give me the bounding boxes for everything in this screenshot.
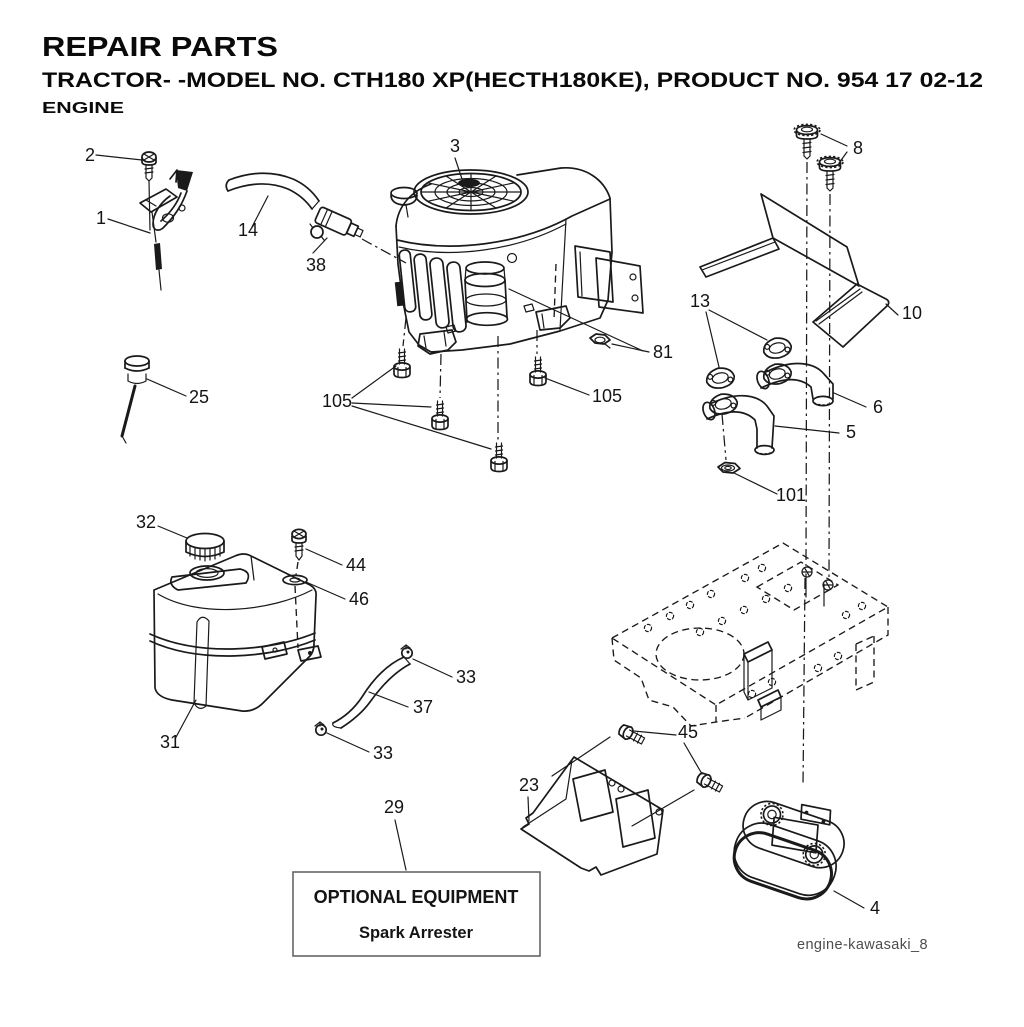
header xyxy=(42,31,983,117)
callout-2: 2 xyxy=(84,145,96,165)
dipstick-illustration xyxy=(122,356,149,443)
callout-1: 1 xyxy=(95,208,107,228)
callout-105-right: 105 xyxy=(591,386,623,406)
callout-33-upper: 33 xyxy=(455,667,477,687)
callout-23: 23 xyxy=(518,775,540,795)
nut-101-illustration xyxy=(718,414,740,473)
callout-25: 25 xyxy=(188,387,210,407)
fuel-tank-illustration xyxy=(150,534,321,712)
diagram-filename-note: engine-kawasaki_8 xyxy=(797,937,928,953)
exhaust-gaskets-illustration xyxy=(704,335,793,417)
callout-10: 10 xyxy=(901,303,923,323)
callout-101: 101 xyxy=(775,485,807,505)
callout-105-left: 105 xyxy=(321,391,353,411)
callout-3: 3 xyxy=(449,136,461,156)
callout-33-lower: 33 xyxy=(372,743,394,763)
engine-bolts-105 xyxy=(394,349,546,472)
callout-5: 5 xyxy=(845,422,857,442)
shield-bolts-8 xyxy=(794,124,843,786)
model-subtitle: TRACTOR- -MODEL NO. CTH180 XP(HECTH180KE), PRODUCT NO. 954 17 02-12 xyxy=(42,69,983,92)
callout-81: 81 xyxy=(652,342,674,362)
nut-81-illustration xyxy=(590,334,610,348)
callout-29: 29 xyxy=(383,797,405,817)
tank-bolt-washer-illustration xyxy=(283,529,307,648)
heat-shield-illustration xyxy=(700,194,889,347)
callout-labels xyxy=(85,136,922,918)
throttle-control-illustration xyxy=(140,152,193,290)
callout-45: 45 xyxy=(677,722,699,742)
chassis-plate-illustration xyxy=(612,543,888,726)
callout-8: 8 xyxy=(852,138,864,158)
optional-equipment-title: OPTIONAL EQUIPMENT xyxy=(313,887,519,907)
section-label: ENGINE xyxy=(42,100,125,117)
callout-4: 4 xyxy=(869,898,881,918)
bracket-bolts-45 xyxy=(617,723,724,795)
callout-13: 13 xyxy=(689,291,711,311)
muffler-bracket-illustration xyxy=(518,737,694,875)
callout-37: 37 xyxy=(412,697,434,717)
callout-44: 44 xyxy=(345,555,367,575)
callout-46: 46 xyxy=(348,589,370,609)
fuel-line-illustration xyxy=(315,645,412,735)
optional-equipment-box xyxy=(293,872,540,956)
page-title: REPAIR PARTS xyxy=(42,31,278,62)
callout-38: 38 xyxy=(305,255,327,275)
muffler-illustration xyxy=(726,785,855,907)
callout-6: 6 xyxy=(872,397,884,417)
fuel-hose-illustration xyxy=(226,173,319,209)
callout-32: 32 xyxy=(135,512,157,532)
spark-arrester-label: Spark Arrester xyxy=(358,924,474,942)
callout-14: 14 xyxy=(237,220,259,240)
callout-31: 31 xyxy=(159,732,181,752)
